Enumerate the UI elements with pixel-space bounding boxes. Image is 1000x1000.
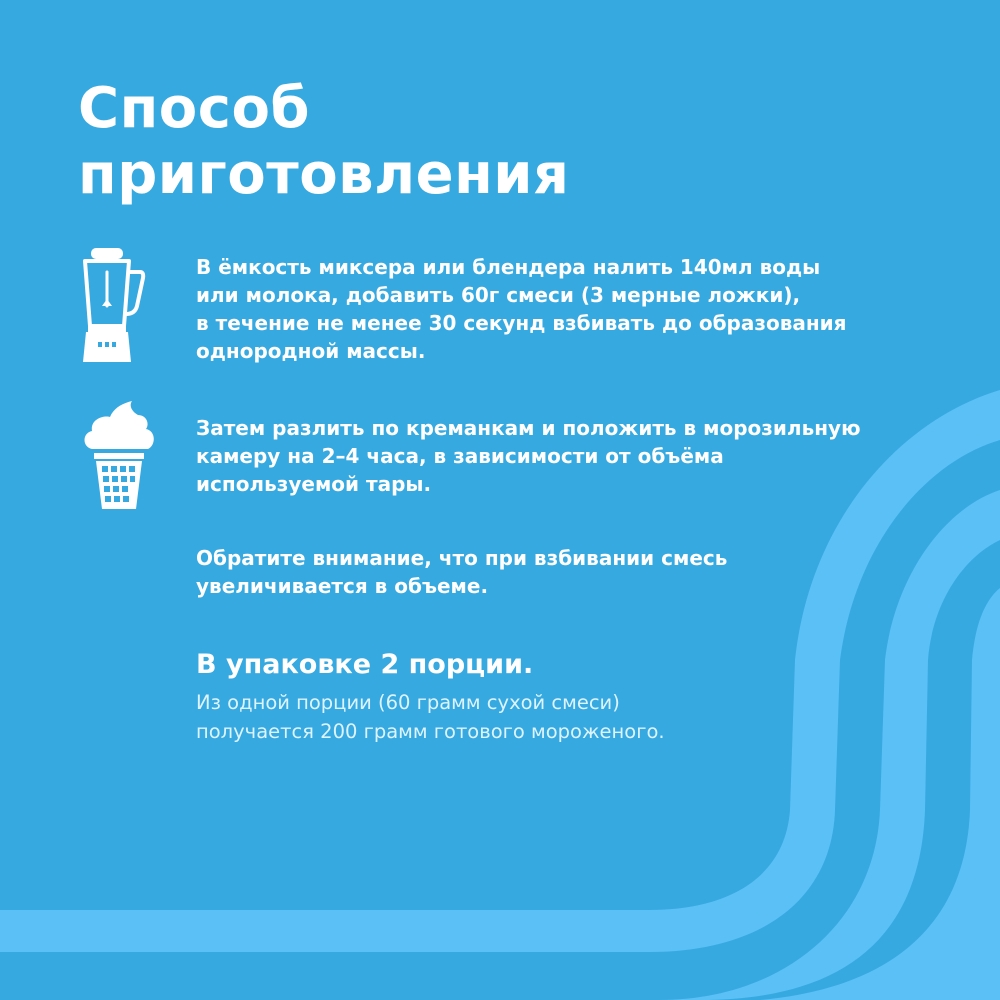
step-2-line: Затем разлить по креманкам и положить в морозильную [196, 416, 861, 440]
package-line: получается 200 грамм готового мороженого. [196, 720, 665, 743]
title-line-1: Способ [78, 76, 311, 141]
note-line: увеличивается в объеме. [196, 574, 489, 598]
package-description [196, 688, 665, 746]
step-1-line: В ёмкость миксера или блендера налить 140мл воды [196, 255, 821, 279]
step-2-line: используемой тары. [196, 472, 432, 496]
ice-cream-cone-icon [80, 393, 160, 513]
step-1-line: однородной массы. [196, 339, 426, 363]
package-heading: В упаковке 2 порции. [196, 649, 534, 680]
title-line-2: приготовления [78, 142, 570, 207]
step-2-line: камеру на 2–4 часа, в зависимости от объёма [196, 444, 724, 468]
note-text [196, 544, 727, 600]
step-1-line: или молока, добавить 60г смеси (3 мерные ложки), [196, 283, 801, 307]
package-line: Из одной порции (60 грамм сухой смеси) [196, 691, 620, 714]
blender-icon [80, 244, 146, 364]
note-line: Обратите внимание, что при взбивании смесь [196, 546, 728, 570]
step-1-line: в течение не менее 30 секунд взбивать до образования [196, 311, 847, 335]
page-title [78, 76, 570, 208]
step-1-text [196, 253, 847, 365]
step-2-text [196, 414, 861, 498]
